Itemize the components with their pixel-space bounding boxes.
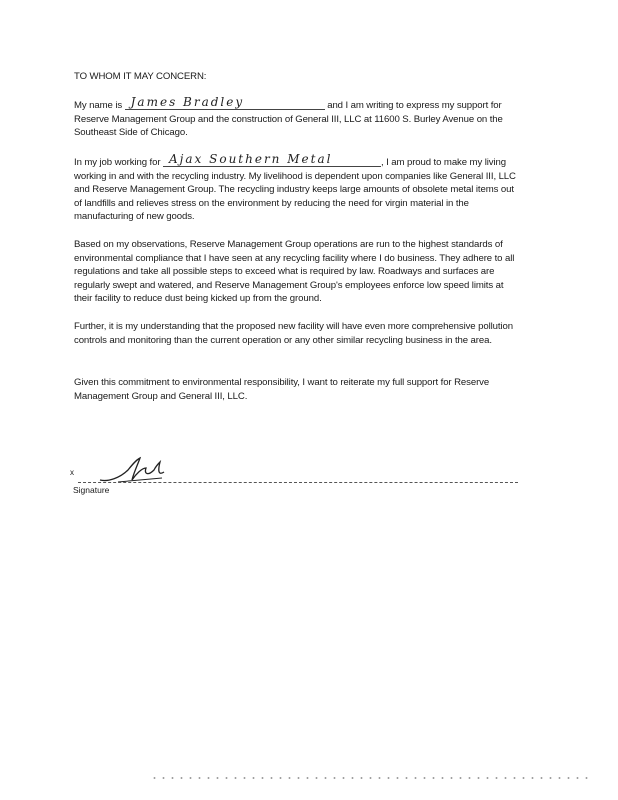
paragraph-new-facility: Further, it is my understanding that the proposed new facility will have even more comprehensive pollution controls and monitoring than the current operation or any other similar recycling business in the area. [74, 321, 513, 346]
handwritten-name: James Bradley [130, 94, 245, 109]
name-prefix: My name is [74, 100, 123, 111]
scan-artifact-dots [150, 776, 590, 780]
name-suffix: and I am writing to express my support for Reserve Management Group and the construction of General III, LLC at 11600 S. Burley Avenue on the Southeast Side of Chicago. [74, 100, 503, 138]
paragraph-closing: Given this commitment to environmental responsibility, I want to reiterate my full support for Reserve Management Group and General III, LLC. [74, 377, 490, 402]
signature-x-mark: x [70, 468, 74, 477]
letter-greeting: TO WHOM IT MAY CONCERN: [74, 71, 207, 82]
signature-line [78, 482, 518, 483]
signature-block [70, 456, 520, 496]
employer-prefix: In my job working for [74, 157, 161, 168]
name-blank [125, 94, 325, 110]
signature-label: Signature [73, 485, 110, 495]
paragraph-name [74, 94, 520, 140]
paragraph-observations: Based on my observations, Reserve Management Group operations are run to the highest standards of environmental compliance that I have seen at any recycling facility where I do business. They adhere to all regulations and take all possible steps to exceed what is required by law. Roadways and surfaces are regularly swept and watered, and Reserve Management Group's employees enforce low speed limits at their facility to reduce dust being kicked up from the ground. [74, 239, 515, 304]
employer-blank [163, 151, 381, 167]
employer-suffix: , I am proud to make my living working in and with the recycling industry. My livelihood is dependent upon companies like General III, LLC and Reserve Management Group. The recycling industry keeps large amounts of obsolete metal items out of landfills and relieves stress on the environment by reducing the need for virgin material in the manufacturing of new goods. [74, 157, 516, 222]
handwritten-employer: Ajax Southern Metal [169, 151, 333, 166]
paragraph-employer [74, 151, 520, 224]
